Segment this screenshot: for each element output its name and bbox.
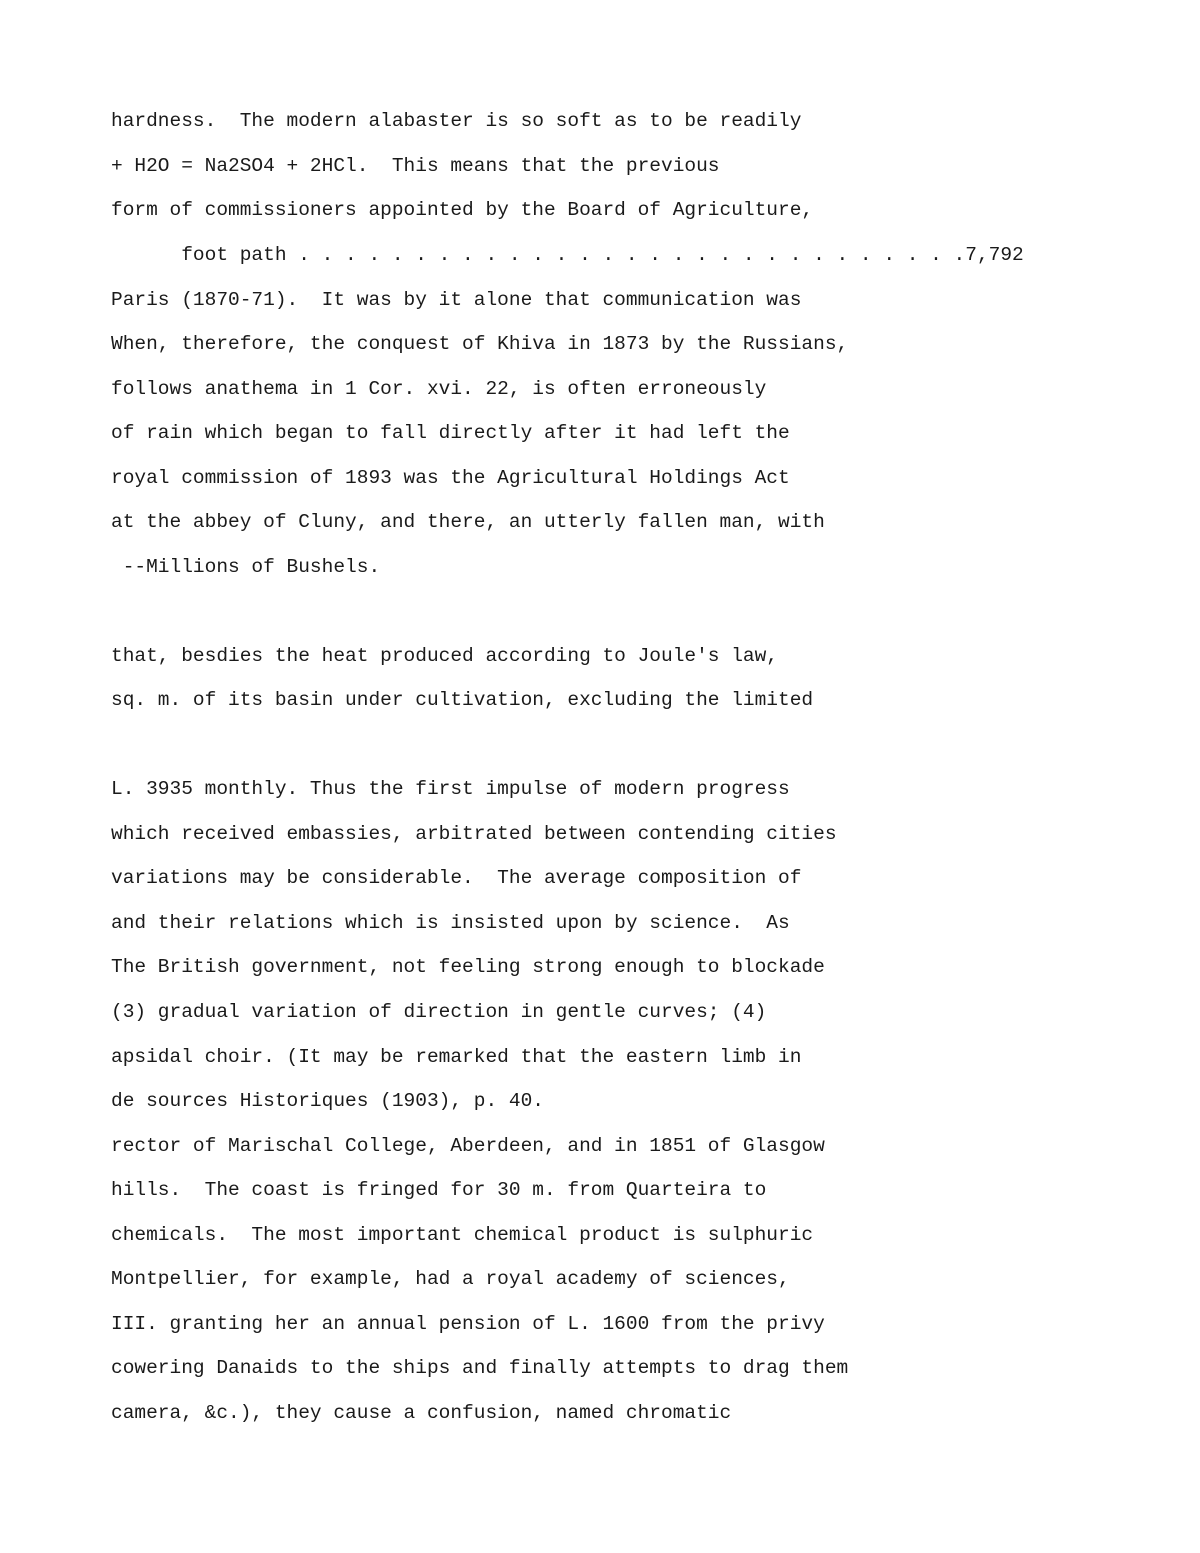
text-line: hills. The coast is fringed for 30 m. from Quarteira to bbox=[111, 1179, 767, 1201]
text-line: of rain which began to fall directly after it had left the bbox=[111, 422, 790, 444]
text-line: (3) gradual variation of direction in gentle curves; (4) bbox=[111, 1001, 767, 1023]
text-line: III. granting her an annual pension of L. 1600 from the privy bbox=[111, 1313, 825, 1335]
text-line: cowering Danaids to the ships and finally attempts to drag them bbox=[111, 1357, 849, 1379]
text-line: rector of Marischal College, Aberdeen, and in 1851 of Glasgow bbox=[111, 1135, 825, 1157]
text-line: --Millions of Bushels. bbox=[111, 556, 381, 578]
text-line: which received embassies, arbitrated between contending cities bbox=[111, 823, 837, 845]
text-line: at the abbey of Cluny, and there, an utterly fallen man, with bbox=[111, 511, 825, 533]
text-line: that, besdies the heat produced according to Joule's law, bbox=[111, 645, 779, 667]
text-line: sq. m. of its basin under cultivation, excluding the limited bbox=[111, 689, 814, 711]
text-line: form of commissioners appointed by the Board of Agriculture, bbox=[111, 199, 814, 221]
text-line: hardness. The modern alabaster is so soft as to be readily bbox=[111, 110, 802, 132]
text-line: follows anathema in 1 Cor. xvi. 22, is often erroneously bbox=[111, 378, 767, 400]
text-line: variations may be considerable. The average composition of bbox=[111, 867, 802, 889]
text-line: camera, &c.), they cause a confusion, named chromatic bbox=[111, 1402, 732, 1424]
text-line: L. 3935 monthly. Thus the first impulse of modern progress bbox=[111, 778, 790, 800]
text-line: When, therefore, the conquest of Khiva in 1873 by the Russians, bbox=[111, 333, 849, 355]
text-line: apsidal choir. (It may be remarked that the eastern limb in bbox=[111, 1046, 802, 1068]
text-line: de sources Historiques (1903), p. 40. bbox=[111, 1090, 544, 1112]
text-line: and their relations which is insisted upon by science. As bbox=[111, 912, 790, 934]
text-line: foot path . . . . . . . . . . . . . . . . . . . . . . . . . . . . .7,792 bbox=[111, 244, 1024, 266]
text-line: The British government, not feeling strong enough to blockade bbox=[111, 956, 825, 978]
text-line: chemicals. The most important chemical product is sulphuric bbox=[111, 1224, 814, 1246]
text-line: + H2O = Na2SO4 + 2HCl. This means that the previous bbox=[111, 155, 720, 177]
text-line: Paris (1870-71). It was by it alone that communication was bbox=[111, 289, 802, 311]
text-line: royal commission of 1893 was the Agricultural Holdings Act bbox=[111, 467, 790, 489]
text-line: Montpellier, for example, had a royal academy of sciences, bbox=[111, 1268, 790, 1290]
